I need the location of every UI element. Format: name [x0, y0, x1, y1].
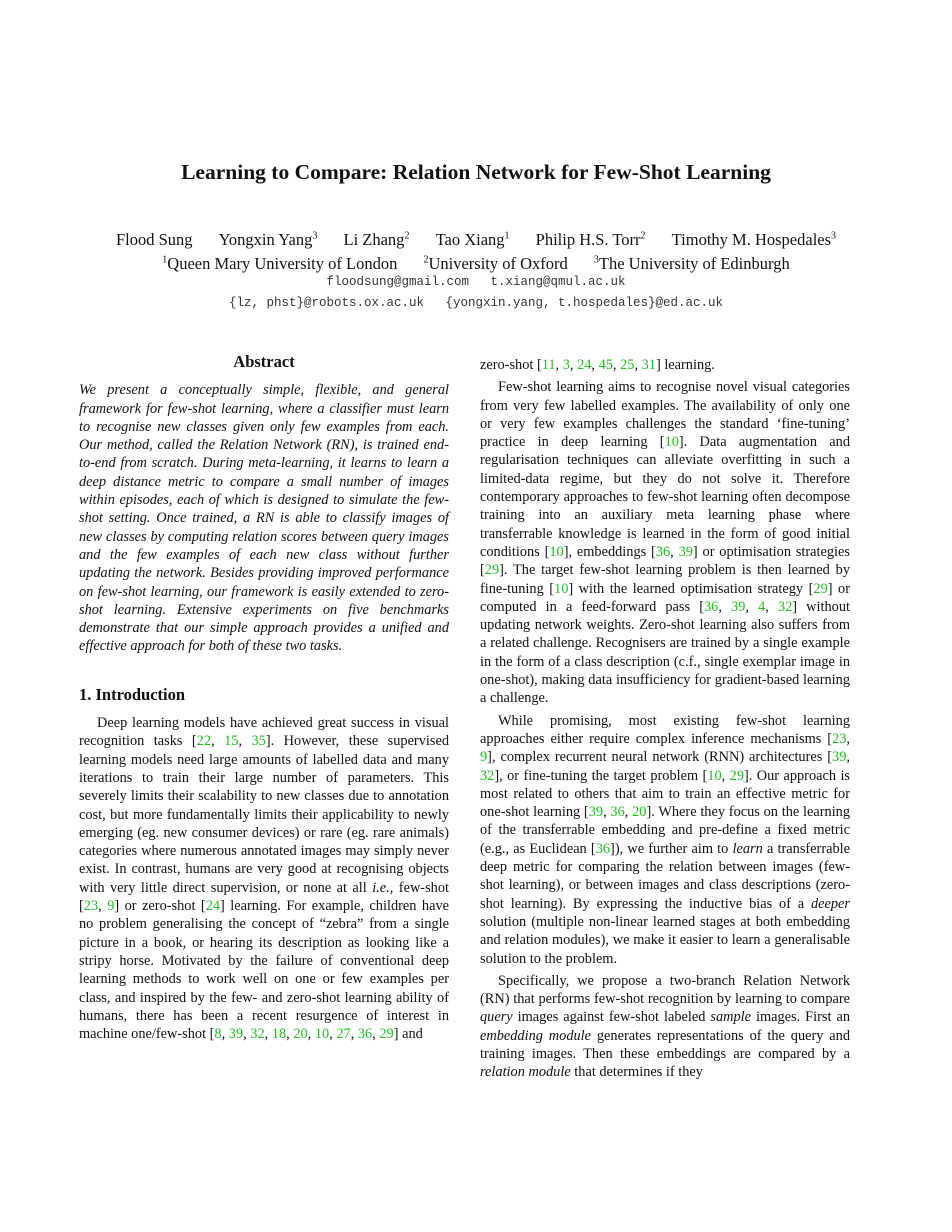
citation-link[interactable]: 39 — [228, 1026, 244, 1043]
affiliation: $^1$Queen Mary University of London — [162, 254, 398, 273]
citation-link[interactable]: 36 — [655, 543, 671, 560]
abstract-heading: Abstract — [233, 352, 295, 371]
citation-link[interactable]: 39 — [588, 804, 604, 821]
author: Tao Xiang$^1$ — [435, 229, 510, 249]
email: {lz, phst}@robots.ox.ac.uk — [228, 296, 424, 310]
citation-link[interactable]: 24 — [577, 357, 592, 373]
citation-link[interactable]: 10 — [549, 543, 564, 560]
citation-link[interactable]: 24 — [205, 898, 221, 915]
citation-link[interactable]: 27 — [336, 1026, 351, 1043]
citation-link[interactable]: 29 — [379, 1026, 394, 1043]
affiliation: $^2$University of Oxford — [423, 254, 568, 273]
author: Yongxin Yang$^3$ — [218, 229, 318, 249]
citation-link[interactable]: 29 — [484, 562, 500, 579]
citation-link[interactable]: 36 — [595, 840, 611, 857]
citation-link[interactable]: 9 — [480, 749, 488, 766]
affiliation-line — [0, 250, 952, 275]
citation-link[interactable]: 15 — [224, 733, 239, 750]
paragraph: Specifically, we propose a two-branch Relation Network (RN) that performs few-shot recognition by learning to compare query images against few-shot labeled sample images. First an embedding module generates representations of the query and training images. Then these embeddings are compared by a relation module that determines if they — [480, 972, 851, 1081]
citation-link[interactable]: 8 — [214, 1026, 222, 1043]
citation-link[interactable]: 31 — [641, 357, 656, 373]
email-line — [0, 272, 952, 293]
citation-link[interactable]: 32 — [777, 598, 793, 615]
citation-link[interactable]: 35 — [251, 733, 266, 750]
citation-link[interactable]: 11 — [541, 357, 556, 373]
author: Philip H.S. Torr$^2$ — [535, 229, 646, 249]
author: Flood Sung — [115, 229, 193, 249]
author: Li Zhang$^2$ — [343, 229, 410, 249]
email: t.xiang@qmul.ac.uk — [490, 275, 626, 289]
citation-link[interactable]: 20 — [293, 1026, 308, 1043]
author-block — [0, 225, 952, 274]
left-column — [79, 353, 449, 1043]
citation-link[interactable]: 20 — [632, 804, 647, 821]
citation-link[interactable]: 32 — [250, 1026, 265, 1043]
citation-link[interactable]: 25 — [620, 357, 635, 373]
citation-link[interactable]: 18 — [271, 1026, 287, 1043]
paragraph: Few-shot learning aims to recognise novel visual categories from very few labelled examples. The availability of only one or very few examples challenges the standard ‘fine-tuning’ practice in deep learning [10]. Data augmentation and regularisation techniques can alleviate overfitting in such a limited-data regime, but they do not solve it. Therefore contemporary approaches to few-shot learning often decompose training into an auxiliary meta learning phase where transferrable knowledge is learned in the form of good initial conditions [10], embeddings [36, 39] or optimisation strategies [29]. The target few-shot learning problem is then learned by fine-tuning [10] with the learned optimisation strategy [29] or computed in a feed-forward pass [36, 39, 4, 32] without updating network weights. Zero-shot learning also suffers from a related challenge. Recognisers are trained by a single example in the form of a class description (c.f., single exemplar image in one-shot), making data insufficiency for gradient-based learning a challenge. — [480, 379, 851, 707]
abstract-text: We present a conceptually simple, flexible, and general framework for few-shot learning, where a classifier must learn to recognise new classes given only few examples from each. Our method, called the Relation Network (RN), is trained end-to-end from scratch. During meta-learning, it learns to learn a deep distance metric to compare a small number of images within episodes, each of which is designed to simulate the few-shot setting. Once trained, a RN is able to classify images of new classes by computing relation scores between query images and the few examples of each new class without further updating the network. Besides providing improved performance on few-shot learning, our framework is easily extended to zero-shot learning. Extensive experiments on five benchmarks demonstrate that our simple approach provides a unified and effective approach for both of these two tasks. — [79, 382, 449, 655]
citation-link[interactable]: 39 — [678, 543, 693, 560]
citation-link[interactable]: 39 — [731, 598, 746, 615]
citation-link[interactable]: 39 — [832, 749, 847, 766]
paragraph: While promising, most existing few-shot learning approaches either require complex inference mechanisms [23, 9], complex recurrent neural network (RNN) architectures [39, 32], or fine-tuning the target problem [10, 29]. Our approach is most related to others that aim to train an effective metric for one-shot learning [39, 36, 20]. Where they focus on the learning of the transferrable embedding and pre-define a fixed metric (e.g., as Euclidean [36]), we further aim to learn a transferrable deep metric for comparing the relation between images (few-shot learning), or between images and class descriptions (zero-shot learning). By expressing the inductive bias of a deeper solution (multiple non-linear learned stages at both embedding and relation modules), we make it easier to learn a generalisable solution to the problem. — [480, 712, 851, 967]
paragraph-continuation: zero-shot [11, 3, 24, 45, 25, 31] learning. — [480, 357, 715, 373]
introduction-heading: 1. Introduction — [79, 684, 186, 704]
right-column — [480, 356, 850, 1082]
citation-link[interactable]: 22 — [196, 733, 212, 750]
citation-link[interactable]: 4 — [758, 598, 766, 615]
author-line — [0, 225, 952, 250]
citation-link[interactable]: 36 — [610, 804, 625, 821]
citation-link[interactable]: 36 — [357, 1026, 373, 1043]
email: {yongxin.yang, t.hospedales}@ed.ac.uk — [445, 296, 724, 310]
citation-link[interactable]: 36 — [703, 598, 719, 615]
citation-link[interactable]: 10 — [664, 434, 679, 451]
citation-link[interactable]: 29 — [729, 767, 744, 784]
citation-link[interactable]: 3 — [562, 357, 570, 373]
citation-link[interactable]: 23 — [832, 730, 847, 747]
citation-link[interactable]: 45 — [598, 357, 613, 373]
paper-title: Learning to Compare: Relation Network for Few-Shot Learning — [181, 160, 771, 184]
email-block — [0, 272, 952, 314]
citation-link[interactable]: 10 — [314, 1026, 330, 1043]
citation-link[interactable]: 9 — [107, 898, 115, 915]
citation-link[interactable]: 29 — [813, 580, 828, 597]
citation-link[interactable]: 10 — [554, 580, 569, 597]
citation-link[interactable]: 23 — [83, 898, 99, 915]
author: Timothy M. Hospedales$^3$ — [671, 229, 837, 249]
citation-link[interactable]: 10 — [707, 767, 722, 784]
citation-link[interactable]: 32 — [480, 767, 495, 784]
intro-paragraph: Deep learning models have achieved great success in visual recognition tasks [22, 15, 35]. However, these supervised learning models need large amounts of labelled data and many iterations to train their large number of parameters. This severely limits their scalability to new classes due to annotation cost, but more fundamentally limits their applicability to newly emerging (eg. new consumer devices) or rare (eg. rare animals) categories where numerous annotated images may simply never exist. In contrast, humans are very good at recognising objects with very little direct supervision, or none at all i.e., few-shot [23, 9] or zero-shot [24] learning. For example, children have no problem generalising the concept of “zebra” from a single picture in a book, or hearing its description as looking like a stripy horse. Motivated by the failure of conventional deep learning methods to work well on one or few examples per class, and inspired by the few- and zero-shot learning ability of humans, there has been a recent resurgence of interest in machine one/few-shot [8, 39, 32, 18, 20, 10, 27, 36, 29] and — [79, 715, 449, 1043]
email: floodsung@gmail.com — [326, 275, 469, 289]
email-line — [0, 293, 952, 314]
affiliation: $^3$The University of Edinburgh — [593, 254, 790, 273]
